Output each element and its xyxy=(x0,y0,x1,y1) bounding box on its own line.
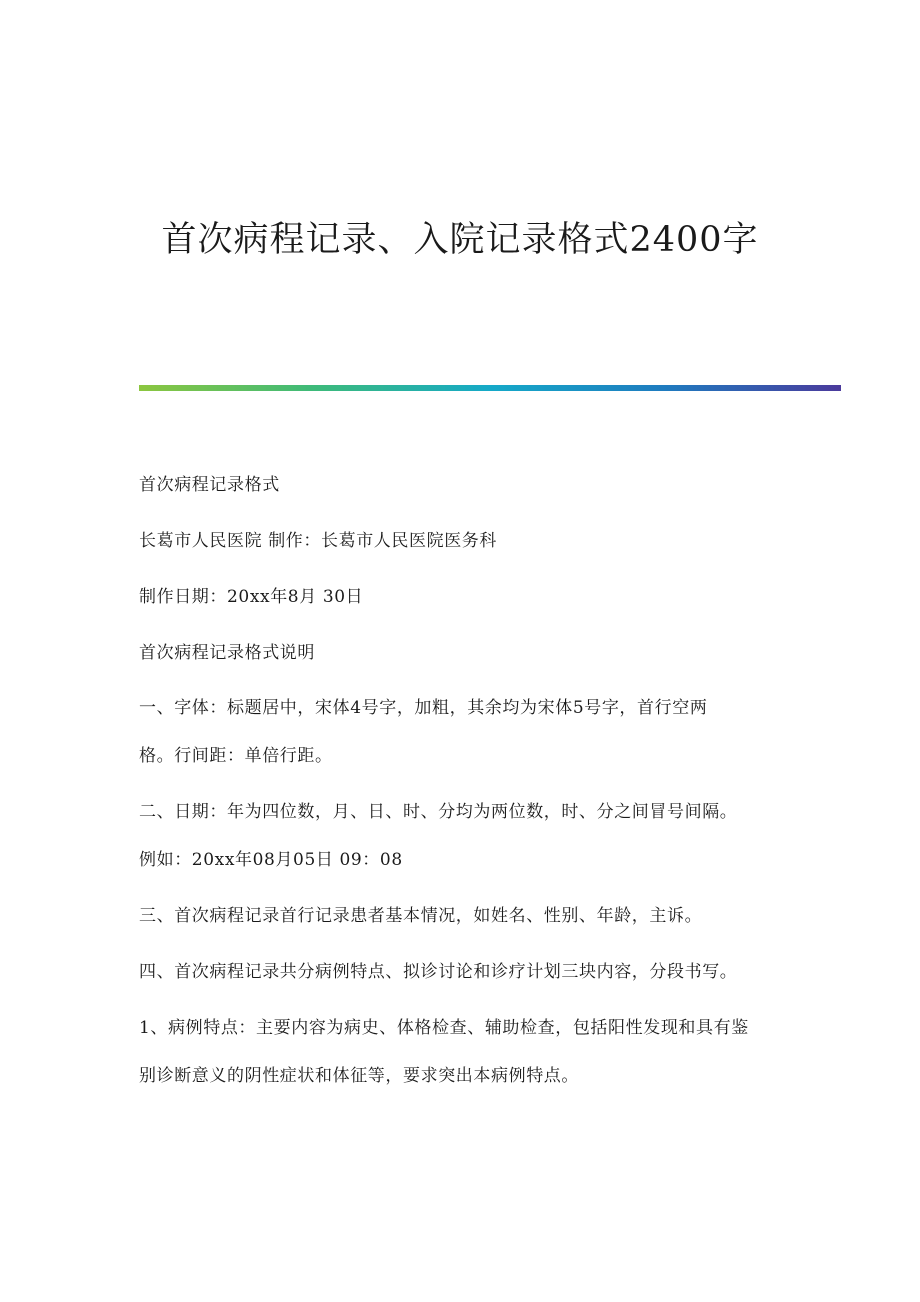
paragraph-line: 例如：20xx年08月05日 09：08 xyxy=(139,850,403,870)
paragraph-line: 别诊断意义的阴性症状和体征等，要求突出本病例特点。 xyxy=(139,1066,579,1086)
paragraph-line: 一、字体：标题居中，宋体4号字，加粗，其余均为宋体5号字，首行空两 xyxy=(139,698,708,718)
author-line: 长葛市人民医院 制作：长葛市人民医院医务科 xyxy=(139,531,498,551)
title-divider xyxy=(139,385,841,391)
date-line: 制作日期：20xx年8月 30日 xyxy=(139,587,364,607)
section-heading-instructions: 首次病程记录格式说明 xyxy=(139,643,315,663)
page-title: 首次病程记录、入院记录格式2400字 xyxy=(161,220,759,260)
section-heading-format: 首次病程记录格式 xyxy=(139,475,280,495)
paragraph-line: 1、病例特点：主要内容为病史、体格检查、辅助检查，包括阳性发现和具有鉴 xyxy=(139,1018,749,1038)
paragraph-line: 四、首次病程记录共分病例特点、拟诊讨论和诊疗计划三块内容，分段书写。 xyxy=(139,962,738,982)
paragraph-line: 二、日期：年为四位数，月、日、时、分均为两位数，时、分之间冒号间隔。 xyxy=(139,802,738,822)
paragraph-line: 三、首次病程记录首行记录患者基本情况，如姓名、性别、年龄，主诉。 xyxy=(139,906,703,926)
paragraph-line: 格。行间距：单倍行距。 xyxy=(139,746,333,766)
